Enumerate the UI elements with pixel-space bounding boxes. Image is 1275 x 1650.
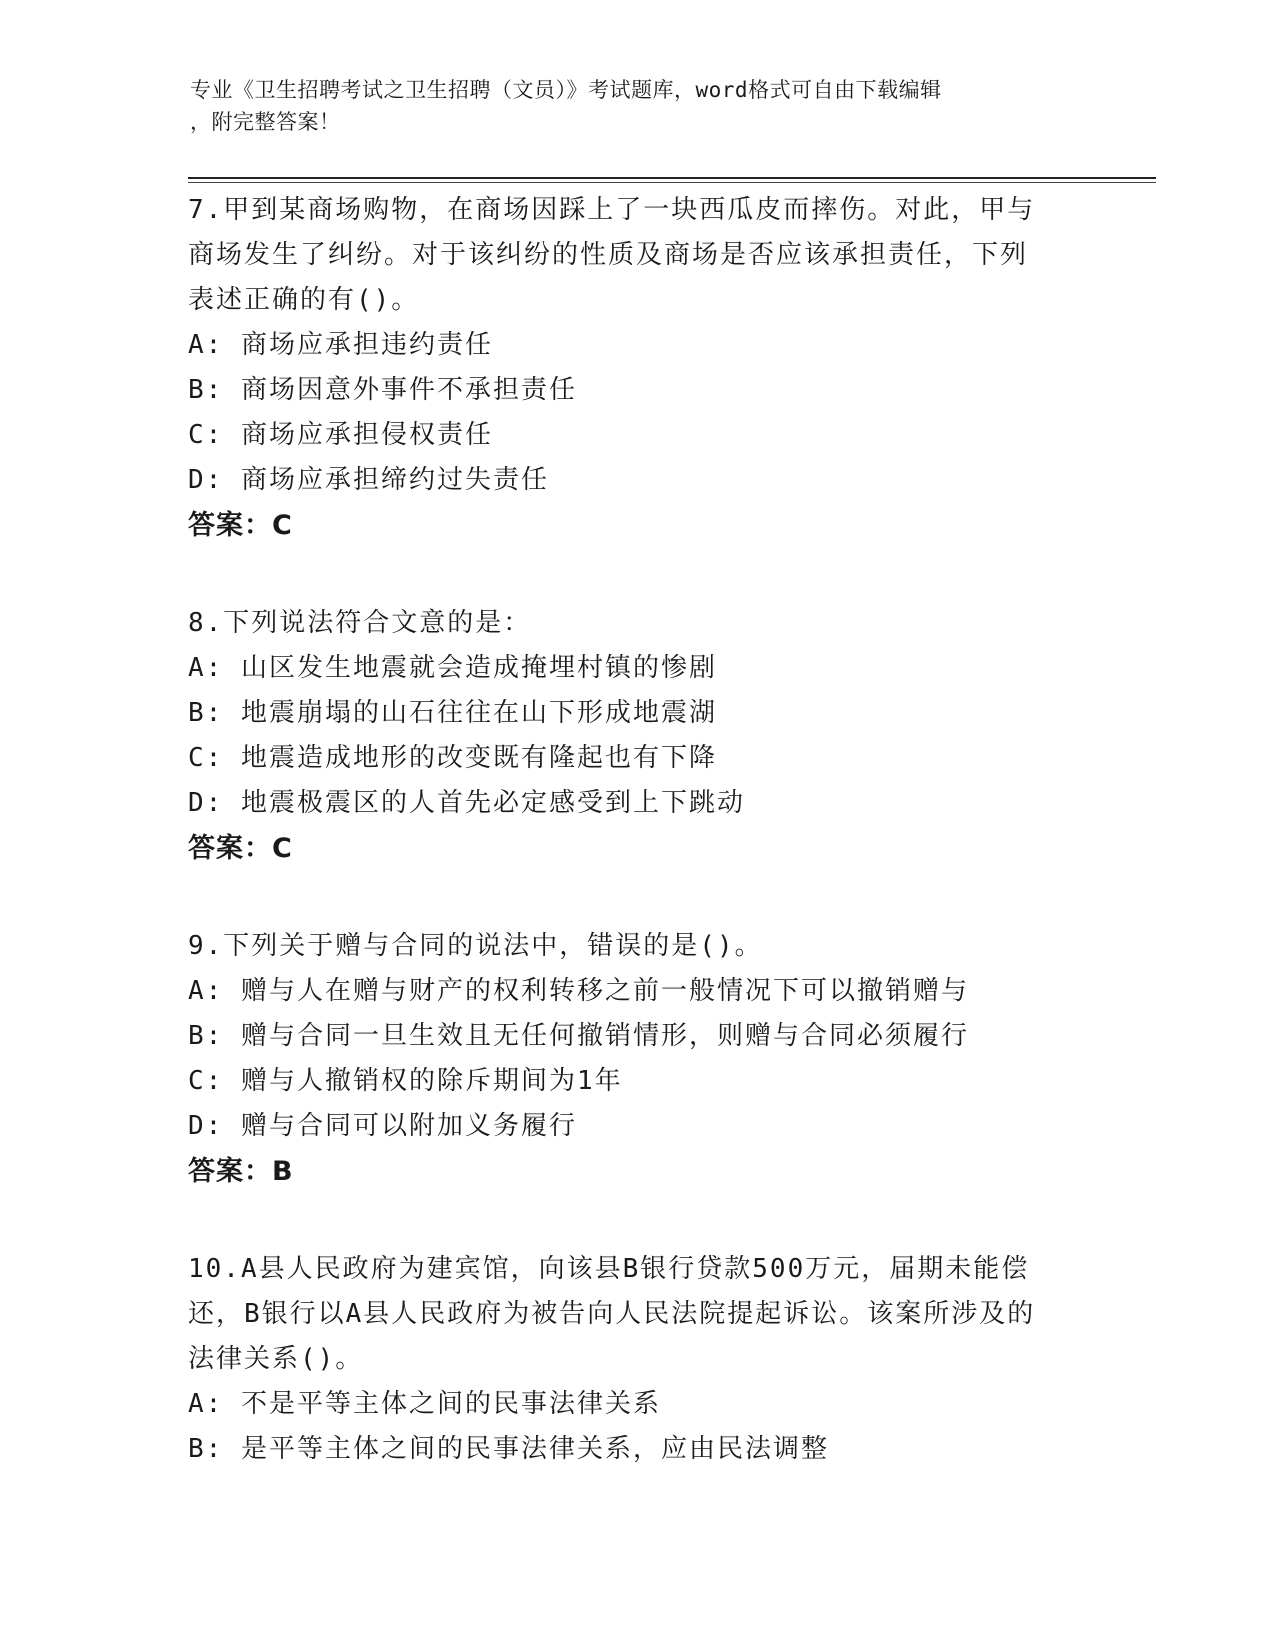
question-stem xyxy=(188,188,1108,323)
header-line-1: 专业《卫生招聘考试之卫生招聘（文员）》考试题库，word格式可自由下载编辑 xyxy=(190,78,942,102)
option-a: A: 赠与人在赠与财产的权利转移之前一般情况下可以撤销赠与 xyxy=(188,976,969,1006)
option-b: B: 是平等主体之间的民事法律关系，应由民法调整 xyxy=(188,1434,829,1464)
spacer xyxy=(188,548,1108,601)
option-d: D: 地震极震区的人首先必定感受到上下跳动 xyxy=(188,788,745,818)
option-c: C: 商场应承担侵权责任 xyxy=(188,420,493,450)
spacer xyxy=(188,1194,1108,1247)
option-c: C: 赠与人撤销权的除斥期间为1年 xyxy=(188,1066,623,1096)
option-b: B: 商场因意外事件不承担责任 xyxy=(188,375,577,405)
option-d: D: 商场应承担缔约过失责任 xyxy=(188,465,549,495)
answer-line: 答案：C xyxy=(188,510,293,541)
question-stem xyxy=(188,924,1108,969)
stem-line: 10.A县人民政府为建宾馆，向该县B银行贷款500万元，届期未能偿 xyxy=(188,1254,1030,1284)
option-a: A: 不是平等主体之间的民事法律关系 xyxy=(188,1389,661,1419)
question-9 xyxy=(188,924,1108,1194)
stem-line: 还，B银行以A县人民政府为被告向人民法院提起诉讼。该案所涉及的 xyxy=(188,1299,1036,1329)
stem-line: 9.下列关于赠与合同的说法中，错误的是()。 xyxy=(188,931,763,961)
option-d: D: 赠与合同可以附加义务履行 xyxy=(188,1111,577,1141)
question-7 xyxy=(188,188,1108,548)
stem-line: 表述正确的有()。 xyxy=(188,285,420,315)
stem-line: 7.甲到某商场购物，在商场因踩上了一块西瓜皮而摔伤。对此，甲与 xyxy=(188,195,1036,225)
header-line-2: ，附完整答案！ xyxy=(190,110,341,134)
question-stem xyxy=(188,1247,1108,1382)
answer-line: 答案：C xyxy=(188,833,293,864)
stem-line: 商场发生了纠纷。对于该纠纷的性质及商场是否应该承担责任，下列 xyxy=(188,240,1029,270)
question-stem xyxy=(188,601,1108,646)
question-10 xyxy=(188,1247,1108,1472)
header-rule-thin xyxy=(188,182,1156,183)
option-a: A: 山区发生地震就会造成掩埋村镇的惨剧 xyxy=(188,653,717,683)
stem-line: 8.下列说法符合文意的是： xyxy=(188,608,532,638)
option-b: B: 地震崩塌的山石往往在山下形成地震湖 xyxy=(188,698,717,728)
spacer xyxy=(188,871,1108,924)
option-c: C: 地震造成地形的改变既有隆起也有下降 xyxy=(188,743,717,773)
question-8 xyxy=(188,601,1108,871)
answer-line: 答案：B xyxy=(188,1156,294,1187)
option-b: B: 赠与合同一旦生效且无任何撤销情形，则赠与合同必须履行 xyxy=(188,1021,969,1051)
document-header xyxy=(190,74,1090,138)
option-a: A: 商场应承担违约责任 xyxy=(188,330,493,360)
stem-line: 法律关系()。 xyxy=(188,1344,364,1374)
header-rule-thick xyxy=(188,177,1156,179)
question-list xyxy=(188,188,1108,1472)
